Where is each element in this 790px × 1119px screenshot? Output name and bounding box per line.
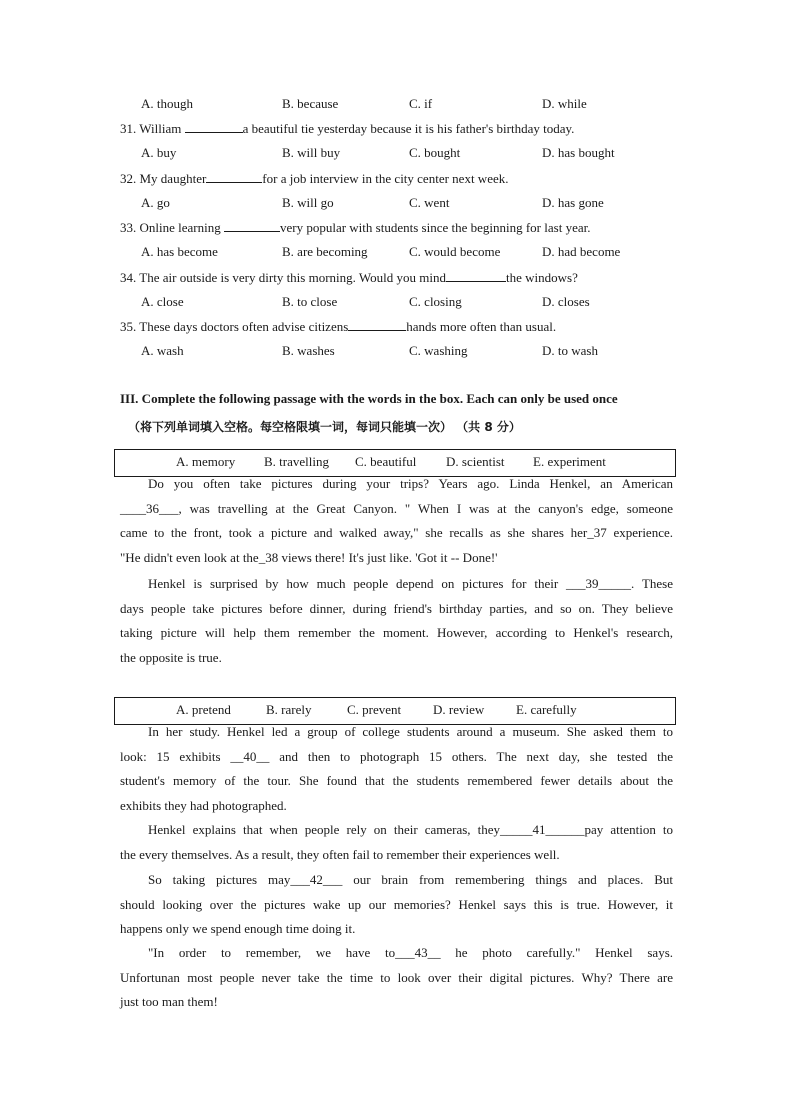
- q35-option-c: C. washing: [409, 343, 468, 358]
- question-text-after: hands more often than usual.: [406, 319, 557, 334]
- q32-option-c: C. went: [409, 195, 450, 210]
- passage-line: So taking pictures may___42___ our brain from remembering things and places. But: [148, 872, 673, 887]
- passage-line: Unfortunan most people never take the time to look over their digital pictures. Why? There are: [120, 969, 673, 985]
- question-number: 33.: [120, 220, 137, 235]
- passage-line: days people take pictures before dinner, during friend's birthday parties, and so on. They believe: [120, 600, 673, 616]
- question-number: 35.: [120, 319, 137, 334]
- q32-option-b: B. will go: [282, 195, 334, 210]
- passage-line: ____36___, was travelling at the Great Canyon. " When I was at the canyon's edge, someone: [120, 500, 673, 516]
- passage-paragraph-6: [120, 941, 673, 1015]
- q34-option-a: A. close: [141, 294, 184, 309]
- q30-option-b: B. because: [282, 96, 339, 111]
- q31-option-d: D. has bought: [542, 145, 615, 160]
- question-text-before: Online learning: [139, 220, 224, 235]
- passage-line: student's memory of the tour. She found that the students remembered fewer details about the: [120, 773, 673, 789]
- passage-line: the opposite is true.: [120, 649, 222, 665]
- question-34: [120, 268, 578, 287]
- question-text-after: very popular with students since the beginning for last year.: [279, 220, 591, 235]
- word-box-item: C. prevent: [347, 702, 402, 717]
- question-number: 31.: [120, 121, 137, 136]
- word-box-item: E. experiment: [533, 454, 606, 469]
- word-box-item: A. memory: [176, 454, 236, 469]
- q33-option-d: D. had become: [542, 244, 621, 259]
- q33-option-c: C. would become: [409, 244, 501, 259]
- word-box-item: C. beautiful: [355, 454, 417, 469]
- passage-line: happens only we spend enough time doing it.: [120, 921, 356, 937]
- q34-option-b: B. to close: [282, 294, 338, 309]
- section-3-heading-cn: （将下列单词填入空格。每空格限填一词，每词只能填一次） （共 8 分）: [128, 420, 521, 434]
- passage-paragraph-1: [120, 472, 673, 570]
- answer-blank: [446, 268, 506, 282]
- q30-option-d: D. while: [542, 96, 587, 111]
- q35-option-b: B. washes: [282, 343, 335, 358]
- passage-line: should looking over the pictures wake up our memories? Henkel says this is true. However, it: [120, 896, 673, 912]
- q34-option-d: D. closes: [542, 294, 590, 309]
- question-text-after: a beautiful tie yesterday because it is his father's birthday today.: [242, 121, 575, 136]
- question-33: [120, 218, 590, 237]
- question-text-before: The air outside is very dirty this morning. Would you mind: [139, 270, 446, 285]
- q32-option-d: D. has gone: [542, 195, 604, 210]
- passage-line: just too man them!: [120, 994, 218, 1010]
- question-number: 34.: [120, 270, 137, 285]
- passage-line: look: 15 exhibits __40__ and then to photograph 15 others. The next day, she tested the: [120, 748, 673, 764]
- word-box-item: D. review: [433, 702, 485, 717]
- word-box-item: B. travelling: [264, 454, 329, 469]
- q31-option-b: B. will buy: [282, 145, 341, 160]
- q34-option-c: C. closing: [409, 294, 462, 309]
- passage-line: Do you often take pictures during your trips? Years ago. Linda Henkel, an American: [148, 476, 673, 491]
- passage-paragraph-4: [120, 818, 673, 867]
- question-32: [120, 169, 508, 188]
- passage-line: Henkel explains that when people rely on their cameras, they_____41______pay attention to: [148, 822, 673, 837]
- word-box-item: E. carefully: [516, 702, 577, 717]
- answer-blank: [224, 218, 280, 232]
- question-31: [120, 119, 574, 138]
- q32-option-a: A. go: [141, 195, 170, 210]
- question-text-after: for a job interview in the city center next week.: [262, 171, 509, 186]
- question-text-after: the windows?: [505, 270, 578, 285]
- question-text-before: These days doctors often advise citizens: [139, 319, 349, 334]
- question-number: 32.: [120, 171, 137, 186]
- q33-option-b: B. are becoming: [282, 244, 368, 259]
- passage-line: "He didn't even look at the_38 views there! It's just like. 'Got it -- Done!': [120, 549, 498, 565]
- q31-option-c: C. bought: [409, 145, 461, 160]
- q35-option-a: A. wash: [141, 343, 184, 358]
- q30-option-a: A. though: [141, 96, 193, 111]
- question-text-before: My daughter: [139, 171, 207, 186]
- q33-option-a: A. has become: [141, 244, 218, 259]
- question-35: [120, 317, 556, 336]
- answer-blank: [348, 317, 406, 331]
- passage-line: "In order to remember, we have to___43__ he photo carefully." Henkel says.: [148, 945, 673, 960]
- passage-line: exhibits they had photographed.: [120, 797, 287, 813]
- passage-line: In her study. Henkel led a group of college students around a museum. She asked them to: [148, 724, 673, 739]
- passage-line: came to the front, took a picture and walked away," she recalls as she shares her_37 experience.: [120, 525, 673, 541]
- passage-paragraph-3: [120, 720, 673, 818]
- passage-paragraph-2: [120, 572, 673, 670]
- word-box-item: B. rarely: [266, 702, 312, 717]
- word-box-item: A. pretend: [176, 702, 231, 717]
- question-text-before: William: [139, 121, 185, 136]
- q30-option-c: C. if: [409, 96, 433, 111]
- word-box-item: D. scientist: [446, 454, 505, 469]
- passage-line: taking picture will help them remember the moment. However, according to Henkel's research,: [120, 625, 673, 641]
- q31-option-a: A. buy: [141, 145, 177, 160]
- q35-option-d: D. to wash: [542, 343, 598, 358]
- passage-paragraph-5: [120, 868, 673, 942]
- passage-line: Henkel is surprised by how much people depend on pictures for their ___39_____. These: [148, 576, 673, 591]
- section-3-heading: III. Complete the following passage with the words in the box. Each can only be used once: [120, 391, 618, 406]
- answer-blank: [185, 119, 243, 133]
- passage-line: the every themselves. As a result, they often fail to remember their experiences well.: [120, 846, 560, 862]
- answer-blank: [206, 169, 262, 183]
